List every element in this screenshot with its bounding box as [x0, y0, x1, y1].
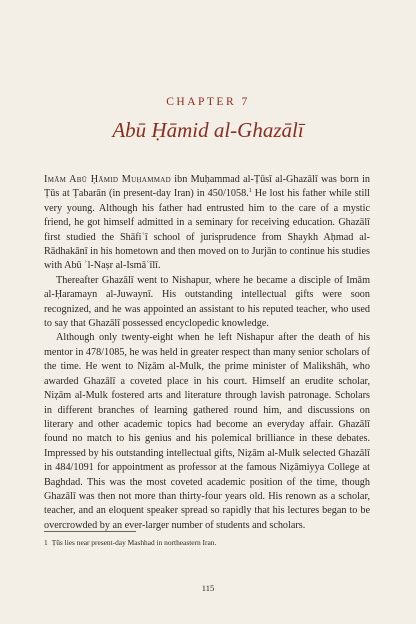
footnote: [44, 538, 370, 548]
body-text: [44, 173, 370, 533]
chapter-title: Abū Ḥāmid al-Ghazālī: [112, 118, 304, 142]
footnote-reference[interactable]: 1: [248, 188, 252, 195]
paragraph-1: [44, 173, 370, 274]
paragraph-1-text-b: He lost his father while still very young. Although his father had entrusted him to the care of a mystic friend, he got himself admitted in a seminary for receiving education. Ghazālī first studied the Shāfiʿī school of jurisprudence from Shaykh Aḥmad al-Rādhakānī in his hometown and then moved on to Jurjān to continue his studies with Abū ʾl-Naṣr al-Ismāʿīlī.: [44, 188, 370, 272]
footnote-text: Ṭūs lies near present-day Mashhad in northeastern Iran.: [51, 538, 217, 547]
lead-in-smallcaps: Imām Abū Ḥāmid Muḥammad: [44, 174, 171, 185]
paragraph-1-text-a: ibn Muḥammad al-Ṭūsī al-Ghazālī was born in Ṭūs at Ṭabarān (in present-day Iran) in 450/1058.: [44, 174, 371, 200]
footnote-divider: [44, 531, 136, 532]
page-number: 115: [201, 583, 215, 593]
footnote-number: 1: [44, 538, 48, 547]
chapter-label: CHAPTER 7: [166, 96, 250, 108]
paragraph-2: Thereafter Ghazālī went to Nishapur, where he became a disciple of Imām al-Ḥaramayn al-Juwaynī. His outstanding intellectual gifts were soon recognized, and he was appointed an assistant to his reputed teacher, who used to say that Ghazālī possessed encyclopedic knowledge.: [44, 274, 370, 330]
paragraph-3: Although only twenty-eight when he left Nishapur after the death of his mentor in 478/1085, he was held in greater respect than many senior scholars of the time. He went to Niẓām al-Mulk, the prime minister of Malikshāh, who awarded Ghazālī a coveted place in his court. Himself an erudite scholar, Niẓām al-Mulk fostered arts and literature through lavish patronage. Scholars in different branches of learning gathered round him, and discussions on literary and other academic topics had become an everyday affair. Ghazālī found no match to his genius and his polemical brilliance in these debates. Impressed by his outstanding intellectual gifts, Niẓām al-Mulk selected Ghazālī in 484/1091 for appointment as professor at the famous Niẓāmiyya College at Baghdad. This was the most coveted academic position of the time, though Ghazālī was then not more than thirty-four years old. His renown as a scholar, teacher, and an eloquent speaker spread so rapidly that his lectures began to be overcrowded by an ever-larger number of students and scholars.: [44, 332, 370, 531]
